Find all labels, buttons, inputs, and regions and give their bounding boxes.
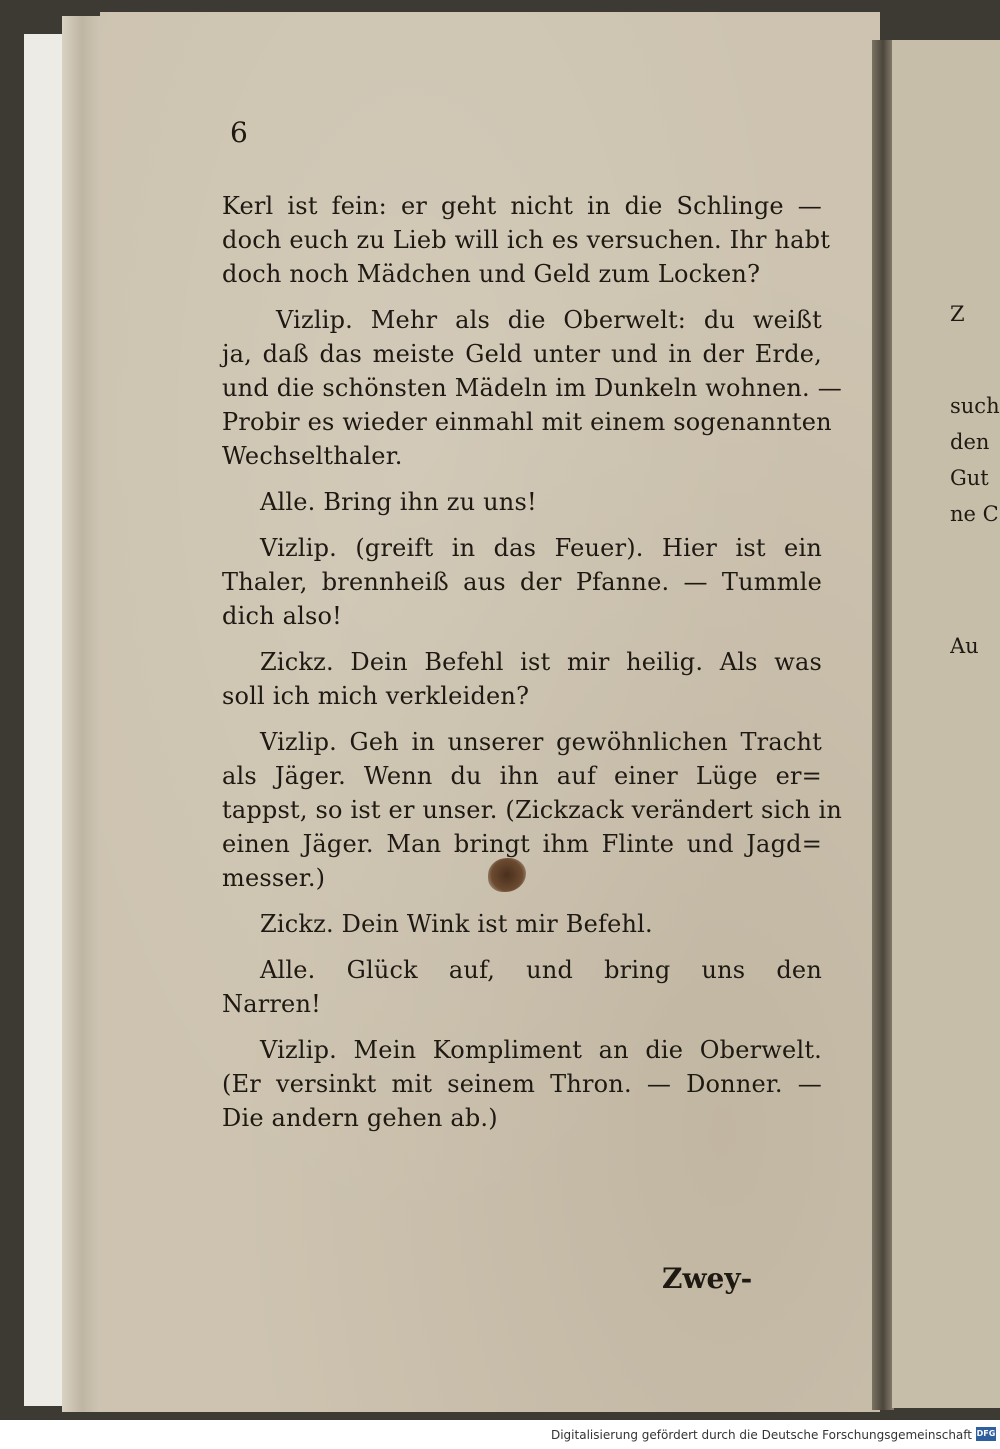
text-line: doch euch zu Lieb will ich es versuchen. Ihr habt bbox=[222, 226, 831, 254]
facing-page-fragment: den bbox=[950, 430, 990, 454]
text-line: tappst, so ist er unser. (Zickzack verändert sich in bbox=[222, 796, 843, 824]
facing-page-fragment: ne C bbox=[950, 502, 999, 526]
dfg-logo: DFG bbox=[976, 1427, 996, 1441]
text-line: Vizlip. Mehr als die Oberwelt: du weißt bbox=[276, 306, 822, 334]
text-line: ja, daß das meiste Geld unter und in der Erde, bbox=[222, 340, 822, 368]
text-line: einen Jäger. Man bringt ihm Flinte und Jagd= bbox=[222, 830, 822, 858]
text-line: als Jäger. Wenn du ihn auf einer Lüge er= bbox=[222, 762, 822, 790]
text-line: Kerl ist fein: er geht nicht in die Schlinge — bbox=[222, 192, 822, 220]
text-line: Wechselthaler. bbox=[222, 442, 403, 470]
text-line: soll ich mich verkleiden? bbox=[222, 682, 530, 710]
text-line: messer.) bbox=[222, 864, 326, 892]
text-line: Alle. Bring ihn zu uns! bbox=[260, 488, 537, 516]
text-line: Zickz. Dein Befehl ist mir heilig. Als was bbox=[260, 648, 822, 676]
facing-page-fragment: such bbox=[950, 394, 1000, 418]
page-number: 6 bbox=[230, 116, 248, 149]
book-page bbox=[100, 12, 880, 1412]
text-line: Vizlip. Mein Kompliment an die Oberwelt. bbox=[260, 1036, 822, 1064]
text-line: Narren! bbox=[222, 990, 321, 1018]
page-edges bbox=[62, 16, 102, 1412]
footer-credit: Digitalisierung gefördert durch die Deutsche Forschungsgemeinschaft bbox=[550, 1428, 972, 1442]
text-line: und die schönsten Mädeln im Dunkeln wohnen. — bbox=[222, 374, 842, 402]
text-line: Vizlip. (greift in das Feuer). Hier ist ein bbox=[260, 534, 822, 562]
text-line: Die andern gehen ab.) bbox=[222, 1104, 498, 1132]
text-line: Probir es wieder einmahl mit einem sogenannten bbox=[222, 408, 832, 436]
catchword: Zwey- bbox=[662, 1262, 753, 1295]
text-line: dich also! bbox=[222, 602, 342, 630]
text-line: doch noch Mädchen und Geld zum Locken? bbox=[222, 260, 761, 288]
text-line: Zickz. Dein Wink ist mir Befehl. bbox=[260, 910, 653, 938]
text-line: Thaler, brennheiß aus der Pfanne. — Tummle bbox=[222, 568, 822, 596]
facing-page-fragment: Z bbox=[950, 302, 965, 326]
facing-page-fragment: Gut bbox=[950, 466, 989, 490]
facing-page-fragment: Au bbox=[950, 634, 979, 658]
text-line: Vizlip. Geh in unserer gewöhnlichen Tracht bbox=[260, 728, 822, 756]
text-line: Alle. Glück auf, und bring uns den bbox=[260, 956, 822, 984]
facing-page bbox=[892, 40, 1000, 1408]
text-line: (Er versinkt mit seinem Thron. — Donner. — bbox=[222, 1070, 822, 1098]
book-gutter bbox=[872, 40, 894, 1410]
